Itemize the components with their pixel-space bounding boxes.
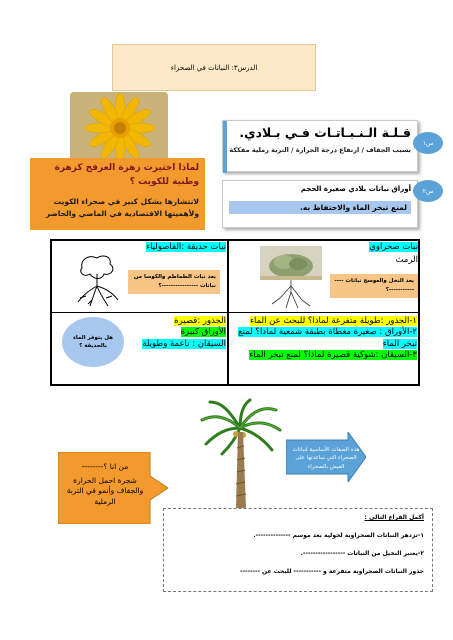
section1-answer: بسبب الجفاف / ارتفاع درجة الحرارة / التربة رملية مفككة: [229, 146, 411, 154]
garden-plants-question-text: يعد نبات الطماطم والكوسا من نباتات ----------------؟: [133, 274, 216, 289]
desert-plant-name: [330, 255, 418, 266]
garden-trait-roots-text: الجذور :قصيرة: [174, 316, 226, 326]
lesson-title: الدرس٣: النباتات في الصحراء: [170, 63, 258, 72]
desert-plant-title-text: نبات صحراوي: [369, 242, 418, 252]
desert-trait-roots: [232, 316, 417, 327]
water-question-cloud: [62, 317, 124, 367]
desert-trait-stems: [232, 350, 417, 361]
fill-blank-item-3: جذور النباتات الصحراوية متفرعة و ----------- للبحث عن --------: [240, 568, 424, 575]
fill-blank-item-1: ١-تزدهر النباتات الصحراوية لحولية بعد موسم --------------.: [253, 532, 424, 539]
rimth-plant-image: [260, 246, 322, 310]
who-am-i-description: شجرة احمل الحرارة والجفاف وأنمو في التربة الرملية: [66, 475, 144, 506]
section2-answer: لمنع تبخر الماء والاحتفاظ به.: [229, 201, 411, 214]
answer-text: لانتشارها بشكل كبير في صحراء الكويت ولأهميتها الاقتصادية في الماضي والحاضر: [45, 196, 199, 218]
garden-trait-stems: [126, 339, 226, 350]
fill-blank-item-2: ٢-يعتبر النخيل من النباتات -----------------.: [300, 550, 424, 557]
who-am-i-text: [60, 462, 150, 507]
national-flower-question-box: [30, 158, 205, 230]
desert-plant-name-text: الرمث: [395, 255, 418, 265]
blue-callout-label: هذه الصفات الأساسية لنباتات الصحراء التي ساعدتها على العيش بالصحراء: [292, 447, 360, 470]
garden-trait-leaves: [126, 327, 226, 338]
small-leaves-section: [222, 180, 418, 228]
desert-trait-roots-text: ١-الجذور :طويلة متفرعة لماذا؟ للبحث عن الماء: [249, 316, 417, 326]
question1-badge-label: س١: [422, 139, 434, 147]
fill-in-blanks-box: [163, 508, 433, 592]
question-text: لماذا اختيرت زهرة العرفج كزهرة وطنية للكويت ؟: [54, 163, 199, 187]
desert-plant-title: [330, 242, 418, 253]
blue-callout-text: [289, 446, 363, 471]
fill-blanks-title: أكمل الفراغ التالي :: [364, 514, 424, 521]
palm-tree-image: [196, 398, 284, 510]
bean-plant-drawing: [68, 252, 126, 308]
desert-plants-question: [330, 274, 418, 298]
garden-plant-traits: [126, 316, 226, 350]
desert-trait-leaves: [232, 327, 417, 350]
desert-plants-question-text: يعد النخل والعوسج نباتات ---------------؟: [334, 278, 414, 293]
few-plants-section: [222, 120, 418, 172]
question1-badge: [413, 132, 443, 154]
desert-trait-stems-text: ٣-السيقان :شوكية قصيرة لماذا؟ لمنع تبخر الماء: [249, 350, 417, 361]
who-am-i-question: من انا ؟--------: [81, 462, 129, 471]
garden-plant-title-text: نبات حديقة :الفاصولياء: [146, 242, 226, 252]
desert-trait-leaves-text: ٢-الأوراق : صغيرة مغطاة بطبقة شمعية لماذا؟ لمنع تبخر الماء: [238, 327, 417, 349]
accent-bar: [223, 121, 227, 173]
garden-plants-question: [128, 270, 220, 294]
section2-statement: أوراق نباتات بلادي صغيرة الحجم: [300, 185, 411, 193]
water-question-text: هل يتوفر الماء بالحديقة ؟: [73, 334, 113, 349]
question2-badge-label: س٢: [422, 187, 434, 195]
section1-heading: قـلـة الـنـبـاتـات فـي بـلادي.: [239, 125, 411, 140]
garden-trait-stems-text: السيقان : ناعمة وطويلة: [142, 338, 226, 349]
desert-plant-traits: [232, 316, 417, 362]
garden-trait-roots: [126, 316, 226, 327]
garden-trait-leaves-text: الأوراق كبيرة: [180, 327, 226, 338]
lesson-title-box: [112, 44, 316, 91]
question2-badge: [413, 180, 443, 202]
garden-plant-title: [130, 242, 226, 253]
table-divider-horizontal: [50, 312, 420, 313]
arfaj-flower-image: [70, 92, 168, 162]
